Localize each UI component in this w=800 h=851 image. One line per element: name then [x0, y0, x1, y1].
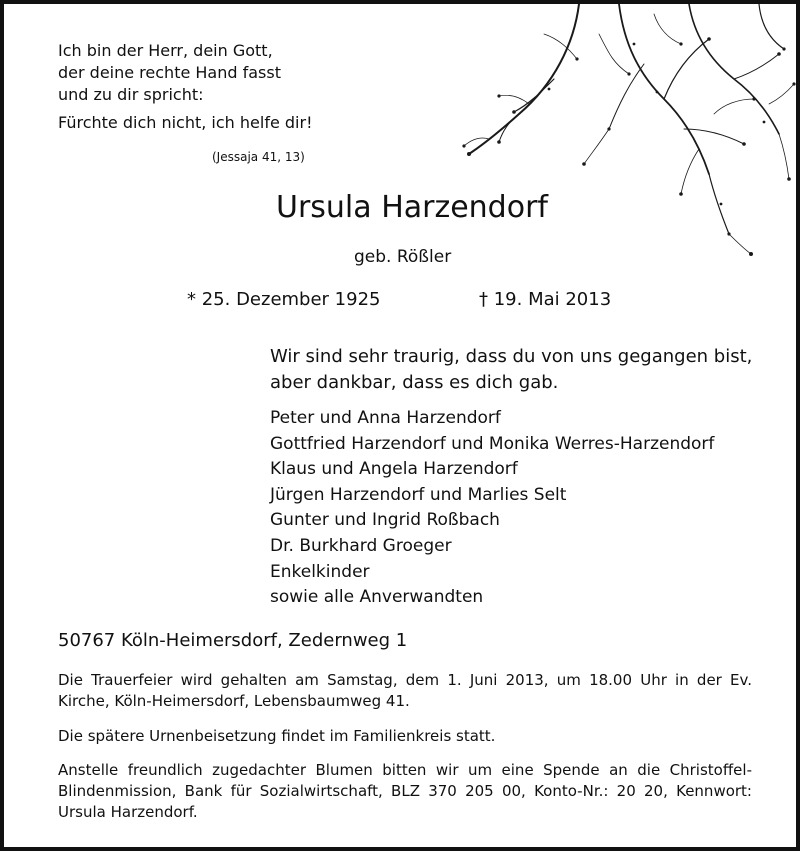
deceased-name: Ursula Harzendorf [276, 190, 548, 225]
tree-branches-icon [459, 4, 796, 264]
mourning-line: Wir sind sehr traurig, dass du von uns gegangen bist, [270, 346, 753, 367]
death-date: † 19. Mai 2013 [479, 289, 612, 310]
verse-line: der deine rechte Hand fasst [58, 63, 281, 82]
bible-verse [58, 40, 312, 134]
family-member: Gottfried Harzendorf und Monika Werres-Harzendorf [270, 433, 715, 454]
family-member: Klaus und Angela Harzendorf [270, 459, 518, 480]
verse-reference: (Jessaja 41, 13) [212, 150, 305, 164]
family-member: Gunter und Ingrid Roßbach [270, 510, 500, 531]
verse-line: Fürchte dich nicht, ich helfe dir! [58, 113, 313, 132]
verse-line: und zu dir spricht: [58, 85, 204, 104]
family-address: 50767 Köln-Heimersdorf, Zedernweg 1 [58, 630, 408, 651]
mourning-line: aber dankbar, dass es dich gab. [270, 372, 559, 393]
family-member: Enkelkinder [270, 561, 370, 582]
family-member: Peter und Anna Harzendorf [270, 408, 501, 428]
birth-date: * 25. Dezember 1925 [187, 289, 381, 310]
family-list [270, 406, 714, 611]
urn-info: Die spätere Urnenbeisetzung findet im Familienkreis statt. [58, 727, 496, 745]
verse-line: Ich bin der Herr, dein Gott, [58, 41, 273, 60]
donation-info: Anstelle freundlich zugedachter Blumen bitten wir um eine Spende an die Christoffel-Blindenmission, Bank für Sozialwirtschaft, BLZ 370 205 00, Konto-Nr.: 20 20, Kennwort: Ursula Harzendorf. [58, 761, 752, 821]
family-member: sowie alle Anverwandten [270, 587, 484, 608]
mourning-text [270, 344, 752, 396]
funeral-info: Die Trauerfeier wird gehalten am Samstag, dem 1. Juni 2013, um 18.00 Uhr in der Ev. Kirche, Köln-Heimersdorf, Lebensbaumweg 41. [58, 671, 752, 710]
birth-name: geb. Rößler [354, 247, 452, 267]
family-member: Dr. Burkhard Groeger [270, 535, 452, 556]
family-member: Jürgen Harzendorf und Marlies Selt [270, 484, 567, 505]
